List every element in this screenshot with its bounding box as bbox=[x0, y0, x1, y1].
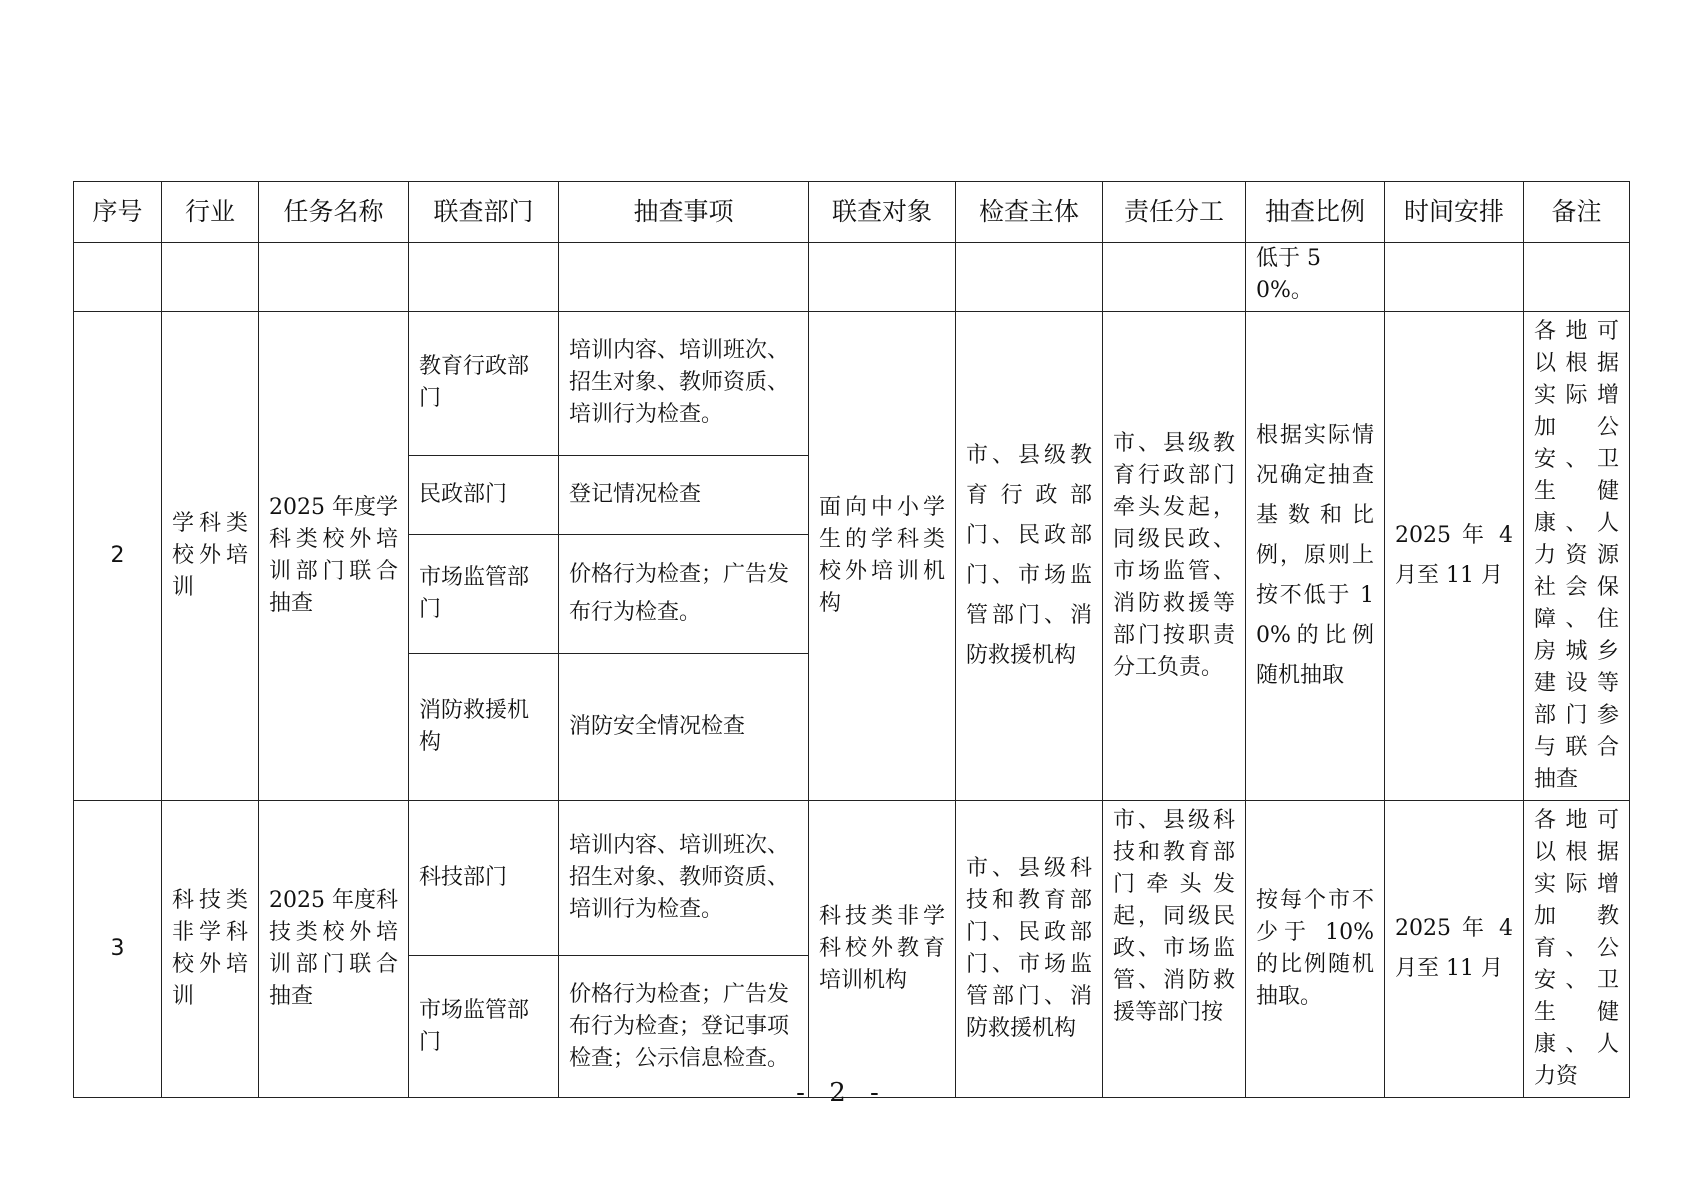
row2-subject: 市、县级教育行政部门、民政部门、市场监管部门、消防救援机构 bbox=[956, 312, 1103, 801]
row3-items-0: 培训内容、培训班次、招生对象、教师资质、培训行为检查。 bbox=[559, 801, 809, 956]
row3-target: 科技类非学科校外教育培训机构 bbox=[809, 801, 956, 1098]
table-row bbox=[74, 312, 1630, 456]
row2-items-3: 消防安全情况检查 bbox=[559, 653, 809, 800]
row2-items-0: 培训内容、培训班次、招生对象、教师资质、培训行为检查。 bbox=[559, 312, 809, 456]
cont-cell bbox=[1103, 243, 1246, 312]
table-row bbox=[74, 801, 1630, 956]
row2-industry: 学科类校外培训 bbox=[162, 312, 259, 801]
header-departments: 联查部门 bbox=[409, 182, 559, 243]
row3-task: 2025 年度科技类校外培训部门联合抽查 bbox=[259, 801, 409, 1098]
header-subject: 检查主体 bbox=[956, 182, 1103, 243]
row2-items-1: 登记情况检查 bbox=[559, 455, 809, 535]
header-schedule: 时间安排 bbox=[1385, 182, 1524, 243]
cont-cell bbox=[809, 243, 956, 312]
cont-cell bbox=[956, 243, 1103, 312]
row2-remark: 各地可以根据实际增加公安、卫生健康、人力资源社会保障、住房城乡建设等部门参与联合抽查 bbox=[1524, 312, 1630, 801]
row2-no: 2 bbox=[74, 312, 162, 801]
cont-cell bbox=[1524, 243, 1630, 312]
header-target: 联查对象 bbox=[809, 182, 956, 243]
row2-dept-0: 教育行政部门 bbox=[409, 312, 559, 456]
header-duty: 责任分工 bbox=[1103, 182, 1246, 243]
header-ratio: 抽查比例 bbox=[1246, 182, 1385, 243]
row2-schedule: 2025 年 4 月至 11 月 bbox=[1385, 312, 1524, 801]
row3-subject: 市、县级科技和教育部门、民政部门、市场监管部门、消防救援机构 bbox=[956, 801, 1103, 1098]
cont-cell bbox=[1385, 243, 1524, 312]
row3-industry: 科技类非学科校外培训 bbox=[162, 801, 259, 1098]
row2-dept-3: 消防救援机构 bbox=[409, 653, 559, 800]
row2-dept-1: 民政部门 bbox=[409, 455, 559, 535]
header-row bbox=[74, 182, 1630, 243]
row2-task: 2025 年度学科类校外培训部门联合抽查 bbox=[259, 312, 409, 801]
row2-duty: 市、县级教育行政部门牵头发起，同级民政、市场监管、消防救援等部门按职责分工负责。 bbox=[1103, 312, 1246, 801]
cont-cell bbox=[259, 243, 409, 312]
header-industry: 行业 bbox=[162, 182, 259, 243]
header-items: 抽查事项 bbox=[559, 182, 809, 243]
cont-cell bbox=[74, 243, 162, 312]
continuation-row bbox=[74, 243, 1630, 312]
row2-items-2: 价格行为检查；广告发布行为检查。 bbox=[559, 535, 809, 653]
header-remark: 备注 bbox=[1524, 182, 1630, 243]
row2-ratio: 根据实际情况确定抽查基数和比例，原则上按不低于 10%的比例随机抽取 bbox=[1246, 312, 1385, 801]
row3-remark: 各地可以根据实际增加教育、公安、卫生健康、人力资 bbox=[1524, 801, 1630, 1098]
row3-ratio: 按每个市不少于 10%的比例随机抽取。 bbox=[1246, 801, 1385, 1098]
inspection-table bbox=[73, 181, 1630, 1098]
row2-dept-2: 市场监管部门 bbox=[409, 535, 559, 653]
row3-dept-1: 市场监管部门 bbox=[409, 956, 559, 1098]
row3-dept-0: 科技部门 bbox=[409, 801, 559, 956]
row3-duty: 市、县级科技和教育部门牵头发起，同级民政、市场监管、消防救援等部门按 bbox=[1103, 801, 1246, 1098]
header-task: 任务名称 bbox=[259, 182, 409, 243]
cont-ratio: 低于 50%。 bbox=[1246, 243, 1385, 312]
row3-items-1: 价格行为检查；广告发布行为检查；登记事项检查；公示信息检查。 bbox=[559, 956, 809, 1098]
cont-cell bbox=[559, 243, 809, 312]
row3-schedule: 2025 年 4 月至 11 月 bbox=[1385, 801, 1524, 1098]
cont-cell bbox=[409, 243, 559, 312]
page-number: - 2 - bbox=[796, 1078, 887, 1108]
cont-cell bbox=[162, 243, 259, 312]
header-no: 序号 bbox=[74, 182, 162, 243]
row2-target: 面向中小学生的学科类校外培训机构 bbox=[809, 312, 956, 801]
row3-no: 3 bbox=[74, 801, 162, 1098]
